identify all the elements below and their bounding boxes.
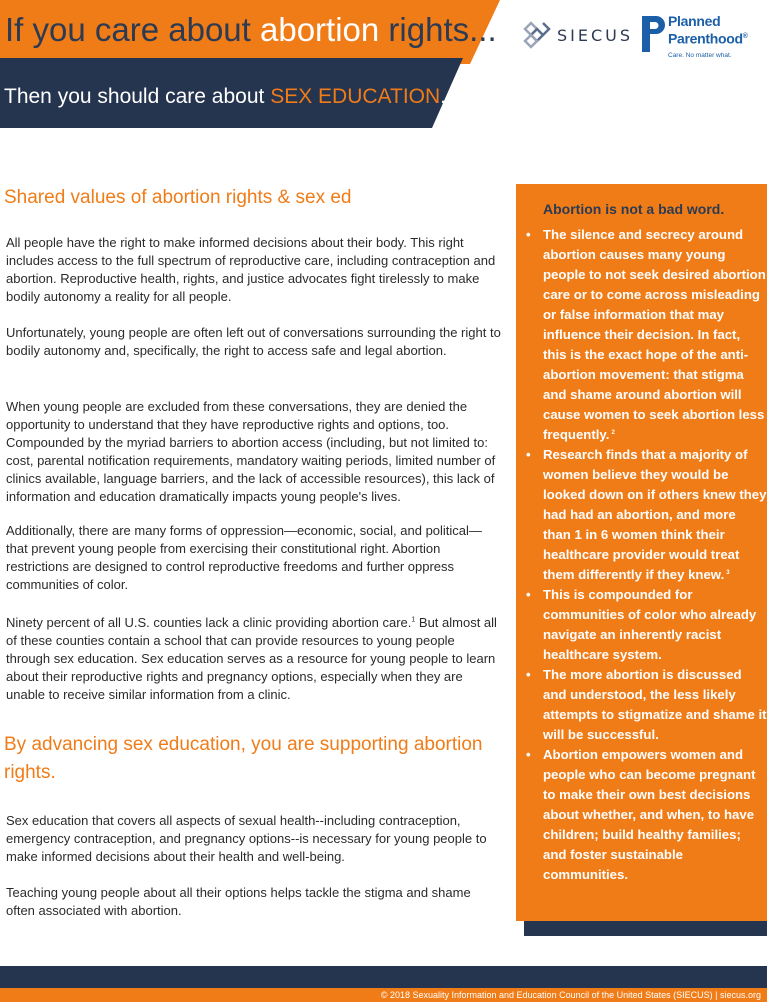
- pp-name-line2: Parenthood: [668, 30, 743, 47]
- bullet-icon: •: [526, 447, 531, 462]
- title-pre: If you care about: [5, 11, 260, 48]
- subtitle-highlight: SEX EDUCATION: [270, 85, 441, 108]
- sidebar-bottom-bar: [524, 921, 767, 936]
- pp-name-line1: Planned: [668, 13, 721, 29]
- sidebar-item-text: The more abortion is discussed and understood, the less likely attempts to stigmatize and shame it will be successful.: [543, 667, 767, 742]
- paragraph-6: Sex education that covers all aspects of sexual health--including contraception, emergency contraception, and pregnancy options--is necessary for young people to make informed decisions about their health and well-being.: [6, 813, 487, 864]
- pp-tagline: Care. No matter what.: [668, 51, 732, 59]
- sidebar-list-item: [524, 745, 767, 885]
- sidebar-title: Abortion is not a bad word.: [543, 201, 725, 217]
- sidebar-list-item: [524, 225, 767, 445]
- sidebar-item-text: This is compounded for communities of color who already navigate an inherently racist healthcare system.: [543, 587, 757, 662]
- sidebar-list-item: [524, 665, 767, 745]
- sidebar-list-item: [524, 445, 767, 585]
- title-post: rights...: [379, 11, 497, 48]
- siecus-wordmark: SIECUS: [557, 25, 634, 45]
- paragraph-4: Additionally, there are many forms of oppression—economic, social, and political—that prevent young people from exercising their constitutional right. Abortion restrictions are designed to control reproductive freedoms and further oppress communities of color.: [6, 523, 482, 592]
- planned-parenthood-mark-icon: [641, 14, 665, 54]
- bullet-icon: •: [526, 747, 531, 762]
- section-heading-shared-values: Shared values of abortion rights & sex ed: [4, 187, 352, 208]
- bullet-icon: •: [526, 227, 531, 242]
- sidebar-item-text: The silence and secrecy around abortion causes many young people to not seek desired abortion care or to come across misleading or false information that may influence their decision. In fact, this is the exact hope of the anti-abortion movement: that stigma and shame around abortion will cause women to seek abortion less frequently.: [543, 227, 766, 442]
- paragraph-7: Teaching young people about all their options helps tackle the stigma and shame often associated with abortion.: [6, 885, 471, 918]
- subtitle-pre: Then you should care about: [4, 85, 271, 108]
- footnote-ref: 3: [726, 569, 730, 576]
- paragraph-5-part-a: Ninety percent of all U.S. counties lack a clinic providing abortion care.: [6, 615, 412, 630]
- sidebar-list-item: [524, 585, 767, 665]
- paragraph-2: Unfortunately, young people are often left out of conversations surrounding the right to bodily autonomy and, specifically, the right to access safe and legal abortion.: [6, 325, 501, 358]
- page-title: [5, 10, 497, 50]
- siecus-logo: [521, 20, 633, 50]
- planned-parenthood-logo: [641, 14, 748, 63]
- sidebar-item-text: Abortion empowers women and people who can become pregnant to make their own best decisions about whether, and when, to have children; build healthy families; and foster sustainable communities.: [543, 747, 756, 882]
- title-highlight: abortion: [260, 11, 380, 48]
- footnote-ref-1: 1: [411, 616, 416, 624]
- paragraph-5: [6, 614, 501, 704]
- footer-copyright: © 2018 Sexuality Information and Education Council of the United States (SIECUS) | siecus.org: [380, 990, 761, 1000]
- footnote-ref: 2: [611, 429, 615, 436]
- paragraph-3: When young people are excluded from these conversations, they are denied the opportunity to understand that they have reproductive rights and options, too. Compounded by the myriad barriers to abortion access (including, but not limited to: cost, parental notification requirements, mandatory waiting periods, limited number of clinics available, language barriers, and the lack of accessible resources), this lack of information and education dramatically impacts young people's lives.: [6, 399, 496, 504]
- sidebar-item-text: Research finds that a majority of women believe they would be looked down on if others knew they had had an abortion, and more than 1 in 6 women think their healthcare provider would treat them differently if they knew.: [543, 447, 767, 582]
- section-heading-advancing: By advancing sex education, you are supporting abortion rights.: [4, 734, 483, 783]
- bullet-icon: •: [526, 667, 531, 682]
- sidebar-list: [524, 225, 767, 885]
- subtitle-post: .: [440, 85, 446, 108]
- paragraph-1: All people have the right to make informed decisions about their body. This right includes access to the full spectrum of reproductive care, including contraception and abortion. Reproductive health, rights, and justice advocates fight tirelessly to make bodily autonomy a reality for all people.: [6, 235, 496, 304]
- pp-registered-mark: ®: [742, 33, 748, 40]
- paragraph-5-part-b: But almost all of these counties contain a school that can provide resources to young people through sex education. Sex education serves as a resource for young people to learn about their reproductive rights and pregnancy options, especially when they are unable to receive similar information from a clinic.: [6, 615, 497, 702]
- bullet-icon: •: [526, 587, 531, 602]
- siecus-mark-icon: [521, 21, 553, 49]
- footer-navy-band: [0, 966, 767, 990]
- page-subtitle: [4, 84, 446, 110]
